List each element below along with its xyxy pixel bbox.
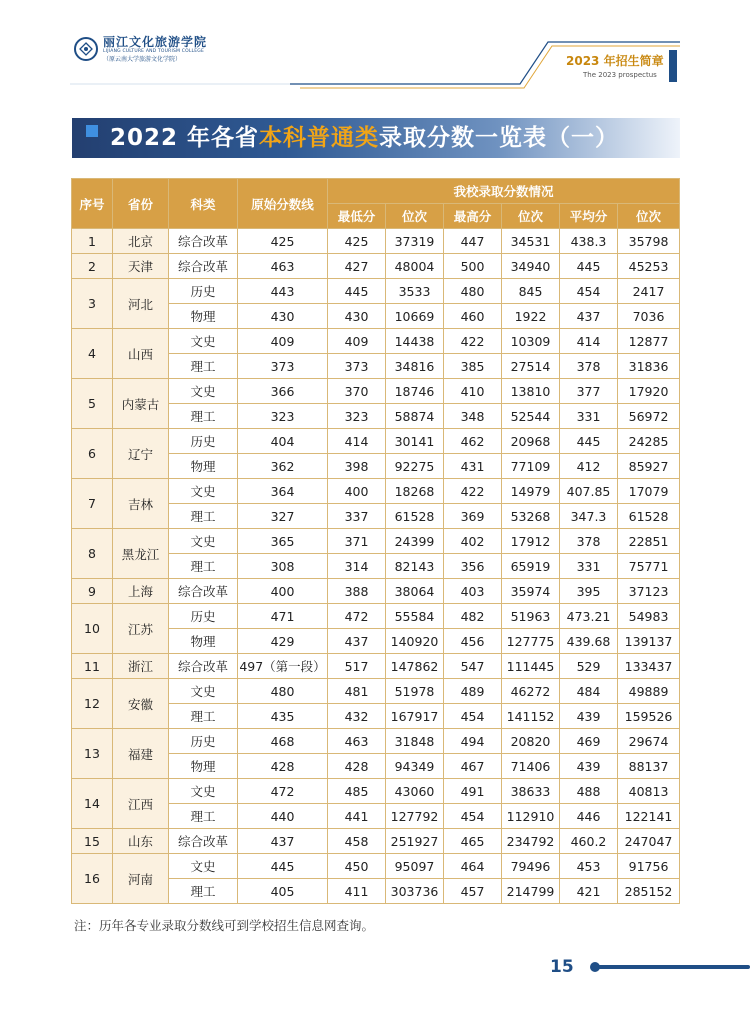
title-suffix: 录取分数一览表（一） <box>379 125 620 151</box>
cell-subject: 文史 <box>169 779 238 804</box>
cell-avg-rank: 35798 <box>618 229 680 254</box>
cell-max-rank: 845 <box>502 279 560 304</box>
cell-max-score: 385 <box>444 354 502 379</box>
logo-english-name: LIJIANG CULTURE AND TOURISM COLLEGE <box>103 49 205 54</box>
cell-province: 福建 <box>113 729 169 779</box>
cell-subject: 历史 <box>169 729 238 754</box>
cell-avg-score: 473.21 <box>560 604 618 629</box>
cell-avg-score: 445 <box>560 254 618 279</box>
cell-avg-rank: 17920 <box>618 379 680 404</box>
table-row <box>72 779 680 804</box>
cell-raw-line: 405 <box>238 879 328 904</box>
cell-subject: 文史 <box>169 529 238 554</box>
cell-min-score: 485 <box>328 779 386 804</box>
cell-min-score: 472 <box>328 604 386 629</box>
cell-min-score: 458 <box>328 829 386 854</box>
cell-min-rank: 18746 <box>386 379 444 404</box>
cell-avg-score: 421 <box>560 879 618 904</box>
cell-max-score: 462 <box>444 429 502 454</box>
cell-avg-score: 484 <box>560 679 618 704</box>
cell-max-rank: 14979 <box>502 479 560 504</box>
cell-seq: 9 <box>72 579 113 604</box>
cell-seq: 11 <box>72 654 113 679</box>
cell-min-score: 427 <box>328 254 386 279</box>
cell-avg-score: 377 <box>560 379 618 404</box>
cell-max-score: 547 <box>444 654 502 679</box>
cell-min-rank: 51978 <box>386 679 444 704</box>
cell-min-score: 414 <box>328 429 386 454</box>
table-row <box>72 854 680 879</box>
logo-chinese-name: 丽江文化旅游学院 <box>103 35 208 49</box>
cell-seq: 7 <box>72 479 113 529</box>
title-prefix: 2022 年各省 <box>110 125 260 151</box>
cell-raw-line: 409 <box>238 329 328 354</box>
cell-max-rank: 17912 <box>502 529 560 554</box>
cell-subject: 理工 <box>169 354 238 379</box>
cell-avg-score: 437 <box>560 304 618 329</box>
table-row <box>72 379 680 404</box>
cell-max-rank: 77109 <box>502 454 560 479</box>
cell-min-rank: 303736 <box>386 879 444 904</box>
cell-min-score: 445 <box>328 279 386 304</box>
cell-raw-line: 425 <box>238 229 328 254</box>
cell-avg-rank: 40813 <box>618 779 680 804</box>
cell-min-rank: 24399 <box>386 529 444 554</box>
cell-max-rank: 38633 <box>502 779 560 804</box>
cell-min-rank: 3533 <box>386 279 444 304</box>
cell-max-score: 454 <box>444 804 502 829</box>
cell-avg-rank: 49889 <box>618 679 680 704</box>
page-title <box>110 119 619 157</box>
cell-avg-score: 469 <box>560 729 618 754</box>
cell-max-rank: 53268 <box>502 504 560 529</box>
cell-subject: 物理 <box>169 629 238 654</box>
table-row <box>72 479 680 504</box>
cell-min-score: 411 <box>328 879 386 904</box>
cell-min-rank: 95097 <box>386 854 444 879</box>
cell-avg-rank: 7036 <box>618 304 680 329</box>
cell-province: 江苏 <box>113 604 169 654</box>
cell-subject: 历史 <box>169 429 238 454</box>
cell-seq: 5 <box>72 379 113 429</box>
cell-min-rank: 55584 <box>386 604 444 629</box>
cell-province: 上海 <box>113 579 169 604</box>
cell-avg-score: 347.3 <box>560 504 618 529</box>
cell-seq: 16 <box>72 854 113 904</box>
cell-max-rank: 141152 <box>502 704 560 729</box>
header-school-scores: 我校录取分数情况 <box>328 179 680 204</box>
cell-raw-line: 463 <box>238 254 328 279</box>
cell-min-rank: 34816 <box>386 354 444 379</box>
cell-min-score: 370 <box>328 379 386 404</box>
cell-avg-rank: 285152 <box>618 879 680 904</box>
table-row <box>72 429 680 454</box>
cell-max-score: 500 <box>444 254 502 279</box>
cell-raw-line: 362 <box>238 454 328 479</box>
cell-raw-line: 429 <box>238 629 328 654</box>
cell-min-rank: 30141 <box>386 429 444 454</box>
cell-subject: 理工 <box>169 804 238 829</box>
cell-province: 山东 <box>113 829 169 854</box>
cell-min-rank: 82143 <box>386 554 444 579</box>
cell-max-rank: 27514 <box>502 354 560 379</box>
cell-avg-rank: 247047 <box>618 829 680 854</box>
cell-max-rank: 112910 <box>502 804 560 829</box>
cell-province: 黑龙江 <box>113 529 169 579</box>
cell-min-score: 425 <box>328 229 386 254</box>
cell-avg-rank: 122141 <box>618 804 680 829</box>
cell-min-score: 432 <box>328 704 386 729</box>
prospectus-subtitle: The 2023 prospectus <box>583 71 657 79</box>
cell-avg-score: 407.85 <box>560 479 618 504</box>
cell-max-score: 489 <box>444 679 502 704</box>
cell-min-score: 441 <box>328 804 386 829</box>
cell-subject: 理工 <box>169 404 238 429</box>
cell-avg-score: 378 <box>560 529 618 554</box>
cell-subject: 物理 <box>169 454 238 479</box>
cell-avg-rank: 139137 <box>618 629 680 654</box>
cell-max-score: 356 <box>444 554 502 579</box>
page-footer-line <box>598 965 750 969</box>
cell-min-score: 337 <box>328 504 386 529</box>
prospectus-title: 2023 年招生简章 <box>566 54 664 68</box>
cell-min-score: 323 <box>328 404 386 429</box>
cell-min-rank: 58874 <box>386 404 444 429</box>
cell-avg-score: 446 <box>560 804 618 829</box>
cell-province: 河南 <box>113 854 169 904</box>
table-body <box>72 229 680 904</box>
cell-raw-line: 365 <box>238 529 328 554</box>
cell-raw-line: 364 <box>238 479 328 504</box>
cell-avg-score: 453 <box>560 854 618 879</box>
header-max-rank: 位次 <box>502 204 560 229</box>
cell-subject: 文史 <box>169 679 238 704</box>
cell-avg-score: 439.68 <box>560 629 618 654</box>
cell-min-rank: 251927 <box>386 829 444 854</box>
cell-min-rank: 43060 <box>386 779 444 804</box>
cell-raw-line: 468 <box>238 729 328 754</box>
cell-min-score: 430 <box>328 304 386 329</box>
cell-avg-score: 395 <box>560 579 618 604</box>
header-avg-rank: 位次 <box>618 204 680 229</box>
cell-avg-rank: 45253 <box>618 254 680 279</box>
cell-subject: 综合改革 <box>169 654 238 679</box>
cell-max-score: 465 <box>444 829 502 854</box>
cell-max-rank: 111445 <box>502 654 560 679</box>
header-min-rank: 位次 <box>386 204 444 229</box>
cell-raw-line: 404 <box>238 429 328 454</box>
cell-raw-line: 430 <box>238 304 328 329</box>
cell-subject: 物理 <box>169 304 238 329</box>
cell-subject: 文史 <box>169 479 238 504</box>
cell-seq: 13 <box>72 729 113 779</box>
cell-min-score: 373 <box>328 354 386 379</box>
cell-max-score: 369 <box>444 504 502 529</box>
cell-max-score: 467 <box>444 754 502 779</box>
cell-province: 浙江 <box>113 654 169 679</box>
cell-max-score: 491 <box>444 779 502 804</box>
cell-max-rank: 35974 <box>502 579 560 604</box>
table-row <box>72 579 680 604</box>
cell-subject: 理工 <box>169 704 238 729</box>
cell-raw-line: 443 <box>238 279 328 304</box>
cell-min-rank: 127792 <box>386 804 444 829</box>
cell-avg-score: 414 <box>560 329 618 354</box>
cell-avg-rank: 54983 <box>618 604 680 629</box>
cell-avg-score: 439 <box>560 704 618 729</box>
cell-seq: 8 <box>72 529 113 579</box>
cell-min-rank: 14438 <box>386 329 444 354</box>
cell-avg-score: 445 <box>560 429 618 454</box>
cell-raw-line: 445 <box>238 854 328 879</box>
cell-min-score: 463 <box>328 729 386 754</box>
cell-avg-rank: 31836 <box>618 354 680 379</box>
cell-min-rank: 48004 <box>386 254 444 279</box>
college-logo <box>74 36 207 63</box>
cell-avg-rank: 88137 <box>618 754 680 779</box>
table-row <box>72 254 680 279</box>
header-accent-bar <box>669 50 677 82</box>
cell-province: 内蒙古 <box>113 379 169 429</box>
cell-max-score: 464 <box>444 854 502 879</box>
cell-avg-rank: 75771 <box>618 554 680 579</box>
cell-min-rank: 94349 <box>386 754 444 779</box>
cell-avg-rank: 2417 <box>618 279 680 304</box>
table-row <box>72 229 680 254</box>
cell-avg-rank: 61528 <box>618 504 680 529</box>
cell-max-rank: 52544 <box>502 404 560 429</box>
cell-subject: 理工 <box>169 879 238 904</box>
cell-subject: 文史 <box>169 379 238 404</box>
cell-max-rank: 234792 <box>502 829 560 854</box>
cell-min-score: 388 <box>328 579 386 604</box>
cell-avg-rank: 22851 <box>618 529 680 554</box>
cell-raw-line: 308 <box>238 554 328 579</box>
cell-raw-line: 435 <box>238 704 328 729</box>
cell-min-rank: 18268 <box>386 479 444 504</box>
cell-seq: 6 <box>72 429 113 479</box>
table-row <box>72 604 680 629</box>
cell-avg-score: 378 <box>560 354 618 379</box>
cell-min-score: 409 <box>328 329 386 354</box>
cell-province: 北京 <box>113 229 169 254</box>
cell-raw-line: 323 <box>238 404 328 429</box>
cell-max-score: 460 <box>444 304 502 329</box>
cell-raw-line: 472 <box>238 779 328 804</box>
cell-subject: 历史 <box>169 279 238 304</box>
cell-province: 天津 <box>113 254 169 279</box>
cell-max-rank: 51963 <box>502 604 560 629</box>
cell-avg-score: 454 <box>560 279 618 304</box>
header-province: 省份 <box>113 179 169 229</box>
cell-max-rank: 65919 <box>502 554 560 579</box>
cell-raw-line: 480 <box>238 679 328 704</box>
cell-min-rank: 167917 <box>386 704 444 729</box>
cell-min-rank: 140920 <box>386 629 444 654</box>
cell-max-score: 422 <box>444 329 502 354</box>
cell-province: 山西 <box>113 329 169 379</box>
cell-raw-line: 440 <box>238 804 328 829</box>
cell-avg-rank: 56972 <box>618 404 680 429</box>
cell-min-score: 400 <box>328 479 386 504</box>
cell-max-rank: 127775 <box>502 629 560 654</box>
cell-raw-line: 373 <box>238 354 328 379</box>
cell-min-rank: 31848 <box>386 729 444 754</box>
table-row <box>72 329 680 354</box>
cell-max-score: 447 <box>444 229 502 254</box>
cell-raw-line: 400 <box>238 579 328 604</box>
cell-raw-line: 428 <box>238 754 328 779</box>
admission-score-table <box>71 178 680 904</box>
page-number: 15 <box>550 957 574 977</box>
cell-min-score: 517 <box>328 654 386 679</box>
table-row <box>72 729 680 754</box>
cell-min-score: 398 <box>328 454 386 479</box>
cell-raw-line: 366 <box>238 379 328 404</box>
cell-province: 江西 <box>113 779 169 829</box>
cell-min-rank: 10669 <box>386 304 444 329</box>
college-emblem-icon <box>74 37 98 61</box>
cell-avg-rank: 91756 <box>618 854 680 879</box>
cell-seq: 4 <box>72 329 113 379</box>
cell-min-score: 314 <box>328 554 386 579</box>
cell-avg-rank: 133437 <box>618 654 680 679</box>
cell-avg-rank: 159526 <box>618 704 680 729</box>
cell-province: 安徽 <box>113 679 169 729</box>
cell-min-rank: 37319 <box>386 229 444 254</box>
cell-avg-rank: 37123 <box>618 579 680 604</box>
header-seq: 序号 <box>72 179 113 229</box>
cell-min-score: 481 <box>328 679 386 704</box>
cell-raw-line: 471 <box>238 604 328 629</box>
cell-province: 河北 <box>113 279 169 329</box>
cell-seq: 3 <box>72 279 113 329</box>
cell-min-score: 371 <box>328 529 386 554</box>
logo-former-name: （原云南大学旅游文化学院） <box>103 55 182 63</box>
cell-max-rank: 10309 <box>502 329 560 354</box>
cell-max-rank: 20968 <box>502 429 560 454</box>
cell-avg-score: 412 <box>560 454 618 479</box>
cell-max-rank: 13810 <box>502 379 560 404</box>
cell-max-score: 422 <box>444 479 502 504</box>
cell-avg-score: 438.3 <box>560 229 618 254</box>
cell-avg-score: 331 <box>560 554 618 579</box>
cell-subject: 综合改革 <box>169 229 238 254</box>
cell-max-score: 431 <box>444 454 502 479</box>
cell-subject: 文史 <box>169 854 238 879</box>
cell-max-rank: 46272 <box>502 679 560 704</box>
cell-min-rank: 38064 <box>386 579 444 604</box>
header-avg-score: 平均分 <box>560 204 618 229</box>
cell-max-score: 480 <box>444 279 502 304</box>
header-min-score: 最低分 <box>328 204 386 229</box>
cell-seq: 10 <box>72 604 113 654</box>
cell-avg-score: 439 <box>560 754 618 779</box>
cell-subject: 综合改革 <box>169 829 238 854</box>
header-max-score: 最高分 <box>444 204 502 229</box>
cell-raw-line: 327 <box>238 504 328 529</box>
cell-max-rank: 34531 <box>502 229 560 254</box>
cell-subject: 物理 <box>169 754 238 779</box>
title-highlight: 本科普通类 <box>259 125 380 151</box>
cell-subject: 综合改革 <box>169 254 238 279</box>
cell-min-score: 450 <box>328 854 386 879</box>
cell-max-score: 403 <box>444 579 502 604</box>
cell-min-score: 428 <box>328 754 386 779</box>
cell-seq: 14 <box>72 779 113 829</box>
cell-max-score: 454 <box>444 704 502 729</box>
cell-max-score: 456 <box>444 629 502 654</box>
cell-avg-rank: 24285 <box>618 429 680 454</box>
cell-province: 吉林 <box>113 479 169 529</box>
footnote: 注：历年各专业录取分数线可到学校招生信息网查询。 <box>74 918 375 933</box>
cell-max-rank: 34940 <box>502 254 560 279</box>
cell-max-rank: 71406 <box>502 754 560 779</box>
cell-max-rank: 214799 <box>502 879 560 904</box>
cell-seq: 2 <box>72 254 113 279</box>
table-row <box>72 529 680 554</box>
cell-max-score: 410 <box>444 379 502 404</box>
cell-max-score: 457 <box>444 879 502 904</box>
cell-subject: 综合改革 <box>169 579 238 604</box>
cell-max-score: 402 <box>444 529 502 554</box>
cell-min-rank: 92275 <box>386 454 444 479</box>
table-row <box>72 829 680 854</box>
cell-max-score: 482 <box>444 604 502 629</box>
table-row <box>72 654 680 679</box>
cell-avg-score: 488 <box>560 779 618 804</box>
cell-avg-score: 529 <box>560 654 618 679</box>
cell-avg-rank: 12877 <box>618 329 680 354</box>
cell-avg-rank: 29674 <box>618 729 680 754</box>
cell-min-rank: 147862 <box>386 654 444 679</box>
cell-subject: 理工 <box>169 504 238 529</box>
cell-subject: 历史 <box>169 604 238 629</box>
table-row <box>72 679 680 704</box>
cell-avg-score: 331 <box>560 404 618 429</box>
header-subject: 科类 <box>169 179 238 229</box>
cell-max-rank: 1922 <box>502 304 560 329</box>
cell-max-rank: 20820 <box>502 729 560 754</box>
cell-raw-line: 497（第一段） <box>238 654 328 679</box>
cell-max-score: 348 <box>444 404 502 429</box>
title-square-icon <box>86 125 98 137</box>
cell-seq: 1 <box>72 229 113 254</box>
cell-seq: 12 <box>72 679 113 729</box>
cell-raw-line: 437 <box>238 829 328 854</box>
cell-min-rank: 61528 <box>386 504 444 529</box>
cell-min-score: 437 <box>328 629 386 654</box>
cell-subject: 理工 <box>169 554 238 579</box>
cell-max-rank: 79496 <box>502 854 560 879</box>
cell-avg-rank: 85927 <box>618 454 680 479</box>
cell-avg-score: 460.2 <box>560 829 618 854</box>
cell-seq: 15 <box>72 829 113 854</box>
cell-province: 辽宁 <box>113 429 169 479</box>
cell-avg-rank: 17079 <box>618 479 680 504</box>
cell-max-score: 494 <box>444 729 502 754</box>
table-row <box>72 279 680 304</box>
header-raw-line: 原始分数线 <box>238 179 328 229</box>
cell-subject: 文史 <box>169 329 238 354</box>
